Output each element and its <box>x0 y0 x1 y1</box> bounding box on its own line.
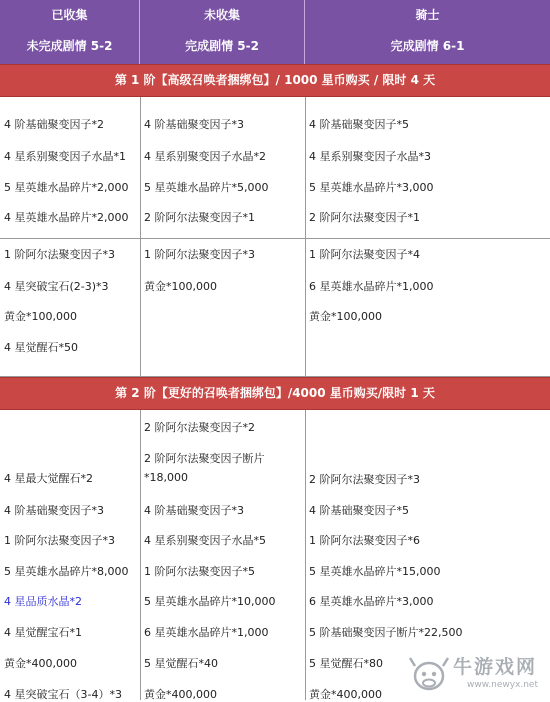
reward-item: 4 星最大觉醒石*2 <box>4 472 93 485</box>
header-title: 骑士 <box>415 8 440 22</box>
table-cell <box>305 97 550 238</box>
table-cell <box>0 239 140 376</box>
header-col-collected <box>0 0 140 64</box>
reward-item: 1 阶阿尔法聚变因子*6 <box>309 534 420 547</box>
reward-item: 5 星英雄水晶碎片*8,000 <box>4 565 129 578</box>
tier-2-banner <box>0 377 550 410</box>
reward-item: 4 星系别聚变因子水晶*5 <box>144 534 266 547</box>
table-cell <box>140 239 305 376</box>
reward-item: 6 星英雄水晶碎片*1,000 <box>309 280 434 293</box>
header-title: 已收集 <box>51 8 88 22</box>
reward-item: 6 星英雄水晶碎片*1,000 <box>144 626 269 639</box>
cow-logo-icon <box>407 652 451 696</box>
table-row <box>0 239 550 377</box>
watermark-text: 牛游戏网 <box>453 656 538 678</box>
reward-item: 1 阶阿尔法聚变因子*5 <box>144 565 255 578</box>
header-subtitle: 完成剧情 6-1 <box>390 39 465 53</box>
reward-item: 5 星英雄水晶碎片*10,000 <box>144 595 276 608</box>
reward-item: 6 星英雄水晶碎片*3,000 <box>309 595 434 608</box>
reward-item: 4 阶基础聚变因子*3 <box>144 504 244 517</box>
reward-item: 黄金*400,000 <box>4 657 77 670</box>
reward-item: 2 阶阿尔法聚变因子断片 <box>144 452 265 465</box>
reward-item: *18,000 <box>144 471 188 484</box>
table-cell <box>0 97 140 238</box>
header-col-knight <box>305 0 550 64</box>
table-cell <box>305 239 550 376</box>
watermark-url: www.newyx.net <box>467 680 539 690</box>
reward-item: 5 星英雄水晶碎片*2,000 <box>4 181 129 194</box>
reward-item: 4 星觉醒宝石*1 <box>4 626 82 639</box>
header-subtitle: 完成剧情 5-2 <box>185 39 259 53</box>
reward-item: 4 星系别聚变因子水晶*2 <box>144 150 266 163</box>
reward-item: 1 阶阿尔法聚变因子*3 <box>4 534 115 547</box>
reward-item: 黄金*400,000 <box>144 688 217 701</box>
reward-item: 4 星英雄水晶碎片*2,000 <box>4 211 129 224</box>
reward-item: 1 阶阿尔法聚变因子*3 <box>144 248 255 261</box>
table-cell <box>0 410 140 700</box>
tier-1-banner <box>0 64 550 97</box>
table-cell <box>140 97 305 238</box>
reward-item: 2 阶阿尔法聚变因子*1 <box>309 211 420 224</box>
header-col-uncollected <box>140 0 305 64</box>
reward-item: 4 阶基础聚变因子*5 <box>309 118 409 131</box>
table-header <box>0 0 550 64</box>
site-watermark <box>405 648 550 700</box>
table-cell <box>140 410 305 700</box>
reward-item: 4 星觉醒石*50 <box>4 341 78 354</box>
header-subtitle: 未完成剧情 5-2 <box>26 39 113 53</box>
reward-item: 5 星英雄水晶碎片*3,000 <box>309 181 434 194</box>
reward-item: 5 阶基础聚变因子断片*22,500 <box>309 626 463 639</box>
reward-item: 1 阶阿尔法聚变因子*3 <box>4 248 115 261</box>
reward-item: 2 阶阿尔法聚变因子*1 <box>144 211 255 224</box>
reward-item: 2 阶阿尔法聚变因子*3 <box>309 473 420 486</box>
reward-item: 黄金*100,000 <box>4 310 77 323</box>
reward-item: 4 星突破宝石（3-4）*3 <box>4 688 122 701</box>
reward-item: 5 星觉醒石*40 <box>144 657 218 670</box>
reward-item: 4 阶基础聚变因子*3 <box>4 504 104 517</box>
reward-item: 5 星英雄水晶碎片*5,000 <box>144 181 269 194</box>
reward-item: 5 星英雄水晶碎片*15,000 <box>309 565 441 578</box>
reward-item: 黄金*100,000 <box>309 310 382 323</box>
header-title: 未收集 <box>203 8 240 22</box>
reward-item: 4 阶基础聚变因子*5 <box>309 504 409 517</box>
reward-item: 黄金*100,000 <box>144 280 217 293</box>
reward-item: 4 星品质水晶*2 <box>4 595 82 608</box>
tier-1-banner-text: 第 1 阶【高级召唤者捆绑包】/ 1000 星币购买 / 限时 4 天 <box>114 73 436 87</box>
tier-2-banner-text: 第 2 阶【更好的召唤者捆绑包】/4000 星币购买/限时 1 天 <box>115 386 435 400</box>
reward-item: 4 星突破宝石(2-3)*3 <box>4 280 109 293</box>
reward-item: 4 星系别聚变因子水晶*1 <box>4 150 126 163</box>
reward-item: 1 阶阿尔法聚变因子*4 <box>309 248 420 261</box>
reward-item: 4 星系别聚变因子水晶*3 <box>309 150 431 163</box>
reward-item: 4 阶基础聚变因子*3 <box>144 118 244 131</box>
reward-item: 4 阶基础聚变因子*2 <box>4 118 104 131</box>
reward-item: 2 阶阿尔法聚变因子*2 <box>144 421 255 434</box>
reward-item: 黄金*400,000 <box>309 688 382 701</box>
reward-item: 5 星觉醒石*80 <box>309 657 383 670</box>
table-row <box>0 97 550 239</box>
